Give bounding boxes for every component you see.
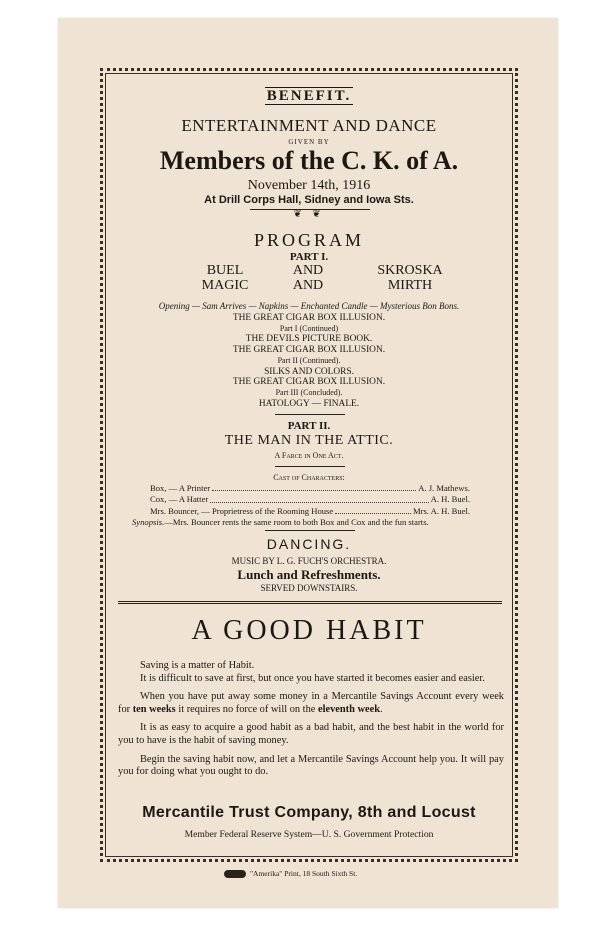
entertainment-heading: ENTERTAINMENT AND DANCE — [181, 116, 437, 135]
served-line: SERVED DOWNSTAIRS. — [260, 583, 358, 593]
organizer-title: Members of the C. K. of A. — [159, 146, 459, 175]
play-title: THE MAN IN THE ATTIC. — [224, 433, 394, 448]
list-item: THE GREAT CIGAR BOX ILLUSION. — [232, 377, 386, 388]
paragraph: It is as easy to acquire a good habit as a bad habit, and the best habit in the world for you to have is the habit of saving money. — [118, 722, 504, 746]
opening-line: Opening — Sam Arrives — Napkins — Enchanted Candle — Mysterious Bon Bons. — [158, 301, 460, 311]
program-title: PROGRAM — [253, 230, 365, 250]
part-2-label: PART II. — [287, 420, 331, 432]
play-subtitle: A Farce in One Act. — [274, 451, 344, 460]
advert-body — [118, 660, 504, 779]
cast-row: Box, — A Printer A. J. Mathews. — [150, 483, 470, 493]
performer-middle: AND AND — [292, 263, 324, 293]
given-by-label: GIVEN BY — [288, 138, 330, 146]
paragraph: Begin the saving habit now, and let a Mercantile Savings Account help you. It will pay you for doing what you ought to do. — [118, 753, 504, 778]
cast-heading: Cast of Characters: — [273, 473, 345, 482]
performer-left: BUEL MAGIC — [201, 263, 249, 293]
list-item: SILKS AND COLORS. — [264, 366, 354, 377]
performer-right: SKROSKA MIRTH — [377, 263, 443, 293]
company-name: Mercantile Trust Company, 8th and Locust — [142, 804, 476, 821]
company-tagline: Member Federal Reserve System—U. S. Government Protection — [184, 829, 434, 840]
list-item: THE DEVILS PICTURE BOOK. — [245, 334, 373, 345]
advert-title: A GOOD HABIT — [191, 615, 427, 646]
ornament-icon: ❦ ❦ — [293, 209, 325, 220]
list-item: THE GREAT CIGAR BOX ILLUSION. — [232, 345, 386, 356]
list-item: Part III (Concluded). — [275, 387, 343, 397]
cast-row: Cox, — A Hatter A. H. Buel. — [150, 494, 470, 505]
event-date: November 14th, 1916 — [247, 178, 371, 193]
divider — [265, 530, 355, 531]
list-item: HATOLOGY — FINALE. — [258, 398, 360, 409]
event-place: At Drill Corps Hall, Sidney and Iowa Sts. — [204, 194, 414, 206]
part-1-label: PART I. — [289, 251, 329, 263]
synopsis: Synopsis. —Mrs. Bouncer rents the same room to both Box and Cox and the fun starts. — [132, 516, 429, 527]
printer-credit: "Amerika" Print, 18 South Sixth St. — [224, 869, 357, 878]
benefit-heading: BENEFIT. — [266, 88, 352, 104]
paragraph: Saving is a matter of Habit. — [140, 660, 255, 671]
dancing-heading: DANCING. — [266, 536, 352, 552]
program-list — [108, 313, 510, 409]
cast-row: Mrs. Bouncer, — Proprietress of the Rooming House Mrs. A. H. Buel. — [150, 505, 470, 516]
list-item: Part II (Continued). — [277, 355, 341, 365]
paragraph: It is difficult to save at first, but once you have started it becomes easier and easier. — [140, 672, 485, 684]
cast-list — [118, 483, 506, 528]
section-divider — [118, 601, 502, 604]
list-item: THE GREAT CIGAR BOX ILLUSION. — [232, 313, 386, 323]
union-label-icon — [224, 870, 246, 878]
lunch-line: Lunch and Refreshments. — [237, 567, 381, 582]
list-item: Part I (Continued) — [279, 323, 339, 333]
divider — [275, 466, 345, 467]
paragraph: When you have put away some money in a Mercantile Savings Account every week for ten weeks it requires no force of will on the eleventh week. — [118, 691, 504, 715]
divider — [275, 414, 345, 415]
music-credit: MUSIC BY L. G. FUCH'S ORCHESTRA. — [231, 556, 387, 566]
